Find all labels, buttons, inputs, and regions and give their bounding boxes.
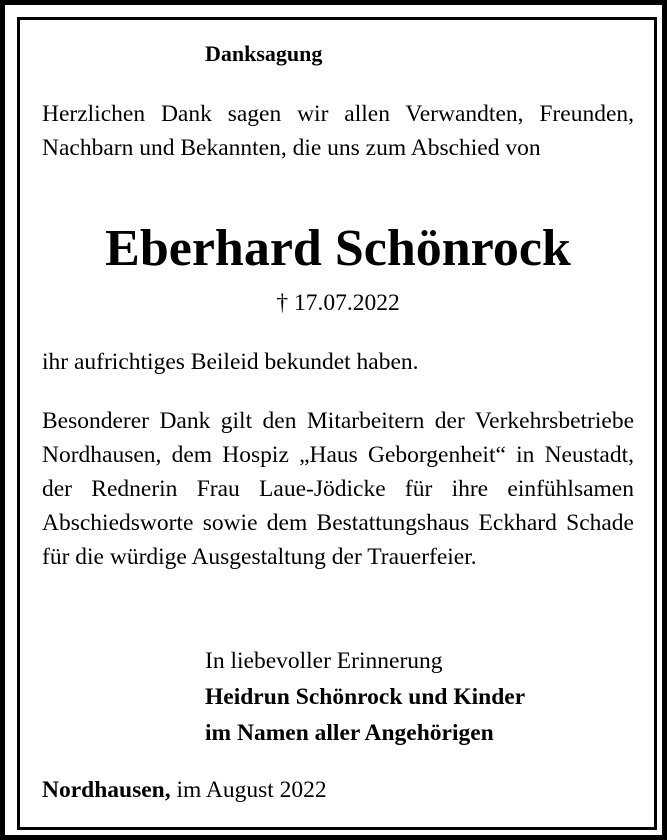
signoff-relatives: im Namen aller Angehörigen [205, 720, 494, 746]
special-thanks-paragraph: Besonderer Dank gilt den Mitarbeitern der Verkehrsbetriebe Nordhausen, dem Hospiz „Haus Geborgenheit“ in Neustadt, der Rednerin Frau Laue-Jödicke für ihre einfühlsamen Abschiedsworte sowie dem Bestattungshaus Eckhard Schade für die würdige Ausgestaltung der Trauerfeier. [42, 408, 634, 570]
signoff-remembrance: In liebevoller Erinnerung [205, 648, 443, 674]
death-date: † 17.07.2022 [276, 290, 400, 316]
notice-heading: Danksagung [205, 41, 323, 66]
date-line: im August 2022 [170, 777, 327, 803]
place-name: Nordhausen, [42, 777, 171, 803]
condolence-line: ihr aufrichtiges Beileid bekundet haben. [42, 349, 419, 375]
signoff-block [205, 643, 525, 751]
place-date-line [42, 773, 327, 807]
deceased-name: Eberhard Schönrock [105, 220, 571, 277]
signoff-family: Heidrun Schönrock und Kinder [205, 684, 526, 710]
intro-paragraph: Herzlichen Dank sagen wir allen Verwandten, Freunden, Nachbarn und Bekannten, die uns zum Abschied von [42, 101, 634, 161]
outer-border-frame [5, 5, 662, 835]
notice-card [17, 17, 657, 830]
